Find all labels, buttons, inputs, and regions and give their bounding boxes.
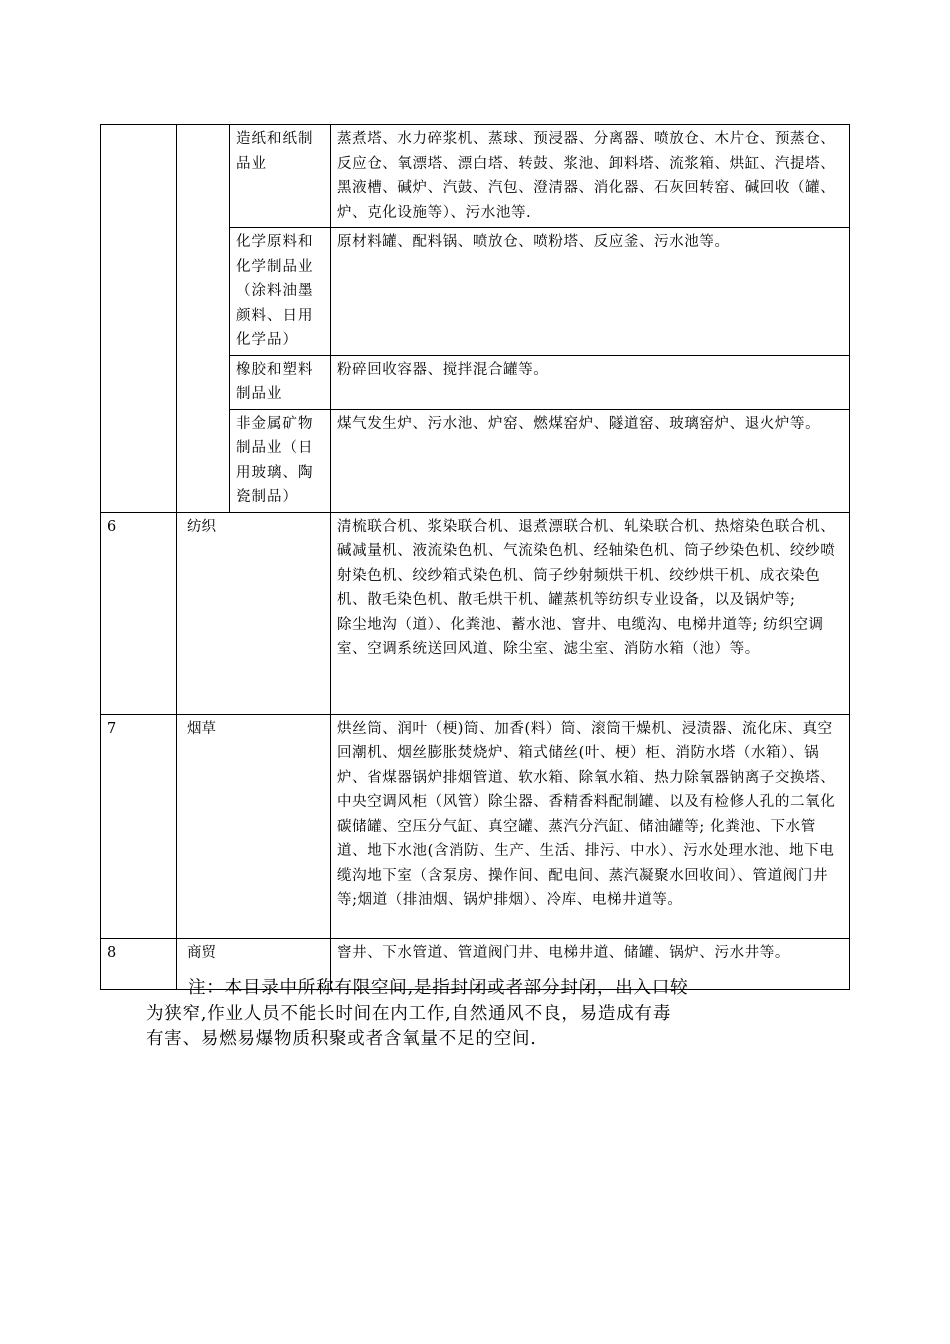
- footnote: [146, 976, 826, 1053]
- sub-industry-cell: 橡胶和塑料制品业: [230, 355, 331, 409]
- industry-cell: 商贸: [177, 938, 331, 989]
- footnote-line-3: 有害、易燃易爆物质积聚或者含氧量不足的空间.: [146, 1029, 537, 1049]
- footnote-line-1: 注：本目录中所称有限空间,是指封闭或者部分封闭，出入口较: [188, 978, 689, 998]
- spaces-cell: 原材料罐、配料锅、喷放仓、喷粉塔、反应釜、污水池等。: [331, 228, 850, 356]
- number-cell-empty: [101, 125, 177, 513]
- table-row: [101, 512, 850, 714]
- spaces-cell: 烘丝筒、润叶（梗)筒、加香(料）筒、滚筒干燥机、浸渍器、流化床、真空回潮机、烟丝膨胀焚烧炉、箱式储丝(叶、梗）柜、消防水塔（水箱）、锅炉、省煤器锅炉排烟管道、软水箱、除氧水箱、热力除氧器钠离子交换塔、中央空调风柜（风管）除尘器、香精香料配制罐、以及有检修人孔的二氧化碳储罐、空压分气缸、真空罐、蒸汽分汽缸、储油罐等; 化粪池、下水管道、地下水池(含消防、生产、生活、排污、中水）、污水处理水池、地下电缆沟地下室（含泵房、操作间、配电间、蒸汽凝聚水回收间）、管道阀门井等;烟道（排油烟、锅炉排烟）、冷库、电梯井道等。: [331, 714, 850, 938]
- spaces-cell: 煤气发生炉、污水池、炉窑、燃煤窑炉、隧道窑、玻璃窑炉、退火炉等。: [331, 409, 850, 512]
- table-row: [101, 714, 850, 938]
- industry-cell-empty: [177, 125, 230, 513]
- number-cell: 8: [101, 938, 177, 989]
- footnote-line-2: 为狭窄,作业人员不能长时间在内工作,自然通风不良，易造成有毒: [146, 1003, 672, 1024]
- spaces-text: 清梳联合机、浆染联合机、退煮漂联合机、轧染联合机、热熔染色联合机、碱减量机、液流染色机、气流染色机、经轴染色机、筒子纱染色机、绞纱喷射染色机、绞纱箱式染色机、筒子纱射频烘干机、绞纱烘干机、成衣染色机、散毛染色机、散毛烘干机、罐蒸机等纺织专业设备，以及锅炉等;: [337, 518, 836, 608]
- spaces-cell: 粉碎回收容器、搅拌混合罐等。: [331, 355, 850, 409]
- industry-cell: 烟草: [177, 714, 331, 938]
- industry-cell: 纺织: [177, 512, 331, 714]
- table-row: [101, 125, 850, 228]
- number-cell: 6: [101, 512, 177, 714]
- spaces-cell: [331, 512, 850, 714]
- number-cell: 7: [101, 714, 177, 938]
- spaces-cell: 窨井、下水管道、管道阀门井、电梯井道、储罐、锅炉、污水井等。: [331, 938, 850, 989]
- spaces-text-2: 除尘地沟（道）、化粪池、蓄水池、窨井、电缆沟、电梯井道等; 纺织空调室、空调系统送回风道、除尘室、滤尘室、消防水箱（池）等。: [337, 616, 824, 657]
- sub-industry-cell: 造纸和纸制品业: [230, 125, 331, 228]
- sub-industry-cell: 化学原料和化学制品业（涂料油墨颜料、日用化学品）: [230, 228, 331, 356]
- spaces-cell: 蒸煮塔、水力碎浆机、蒸球、预浸器、分离器、喷放仓、木片仓、预蒸仓、反应仓、氧漂塔、漂白塔、转鼓、浆池、卸料塔、流浆箱、烘缸、汽提塔、黑液槽、碱炉、汽鼓、汽包、澄清器、消化器、石灰回转窑、碱回收（罐、炉、克化设施等）、污水池等.: [331, 125, 850, 228]
- sub-industry-cell: 非金属矿物制品业（日用玻璃、陶瓷制品）: [230, 409, 331, 512]
- confined-space-catalog-table: [100, 124, 850, 990]
